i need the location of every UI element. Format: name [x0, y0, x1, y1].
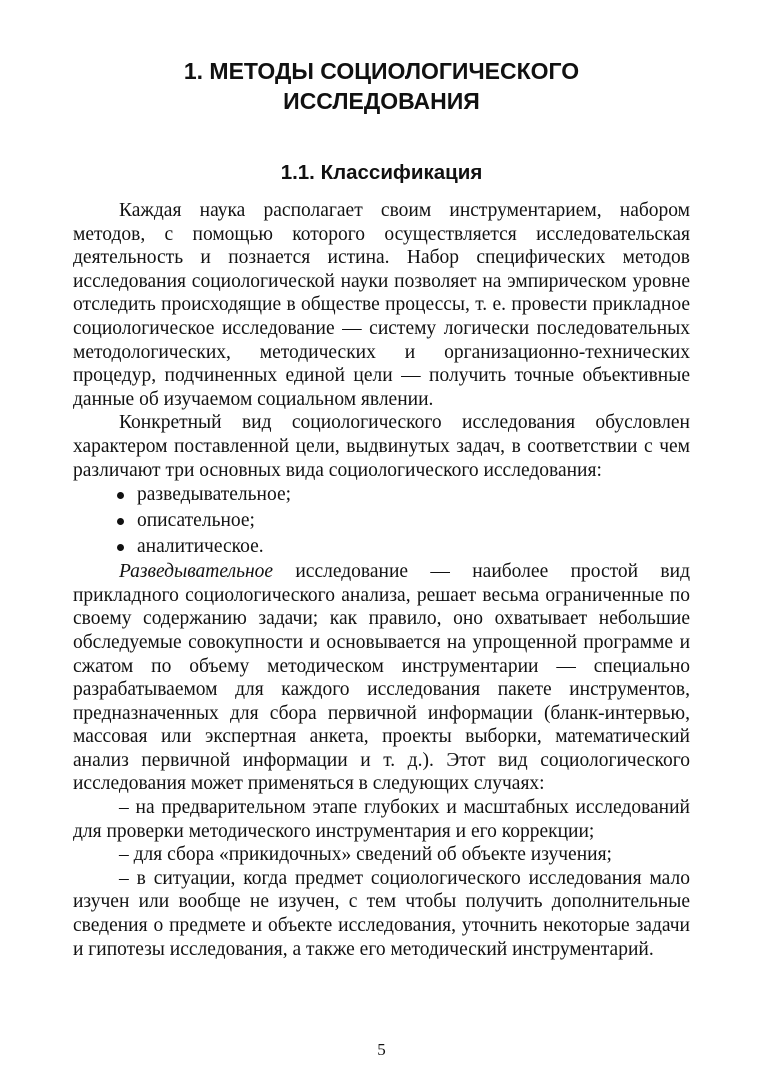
- dash-item-unstudied: – в ситуации, когда предмет социологического исследования мало изучен или вообще не изучен, с тем чтобы получить дополнительные сведения о предмете и объекте исследования, уточнить некоторые задачи и гипотезы исследования, а также его методический инструментарий.: [73, 867, 690, 960]
- bullet-text: разведывательное;: [137, 484, 292, 506]
- bullet-text: аналитическое.: [137, 536, 264, 558]
- chapter-title-line-1: 1. МЕТОДЫ СОЦИОЛОГИЧЕСКОГО: [183, 58, 580, 84]
- paragraph-exploratory-text: исследование — наиболее простой вид прикладного социологического анализа, решает весьма ограниченные по своему содержанию задачи; как правило, оно охватывает небольшие обследуемые совокупности и основывается на упрощенной программе и сжатом по объему методическом инструментарии — специально разрабатываемом для каждого исследования пакете инструментов, предназначенных для сбора первичной информации (бланк-интервью, массовая или экспертная анкета, проекты выборки, математический анализ первичной информации и т. д.). Этот вид социологического исследования может применяться в следующих случаях:: [73, 561, 690, 795]
- dash-item-preliminary: – на предварительном этапе глубоких и масштабных исследований для проверки методического инструментария и его коррекции;: [73, 797, 690, 842]
- bullet-text: описательное;: [137, 510, 255, 532]
- chapter-title: [0, 56, 763, 116]
- paragraph-types: Конкретный вид социологического исследования обусловлен характером поставленной цели, выдвинутых задач, в соответствии с чем различают три основных вида социологического исследования:: [73, 412, 690, 481]
- body-text: [73, 199, 690, 961]
- paragraph-intro: Каждая наука располагает своим инструментарием, набором методов, с помощью которого осуществляется исследовательская деятельность и познается истина. Набор специфических методов исследования социологической науки позволяет на эмпирическом уровне отследить происходящие в обществе процессы, т. е. провести прикладное социологическое исследование — систему логически последовательных методологических, методических и организационно-технических процедур, подчиненных единой цели — получить точные объективные данные об изучаемом социальном явлении.: [73, 200, 690, 410]
- bullet-item: [73, 508, 690, 534]
- page-number: 5: [377, 1040, 386, 1059]
- paragraph-exploratory: [73, 560, 690, 796]
- bullet-item: [73, 482, 690, 508]
- bullet-item: [73, 534, 690, 560]
- term-exploratory: Разведывательное: [119, 561, 274, 583]
- section-title: 1.1. Классификация: [280, 161, 483, 184]
- chapter-title-line-2: ИССЛЕДОВАНИЯ: [283, 88, 480, 114]
- dash-item-rough-data: – для сбора «прикидочных» сведений об объекте изучения;: [119, 844, 612, 866]
